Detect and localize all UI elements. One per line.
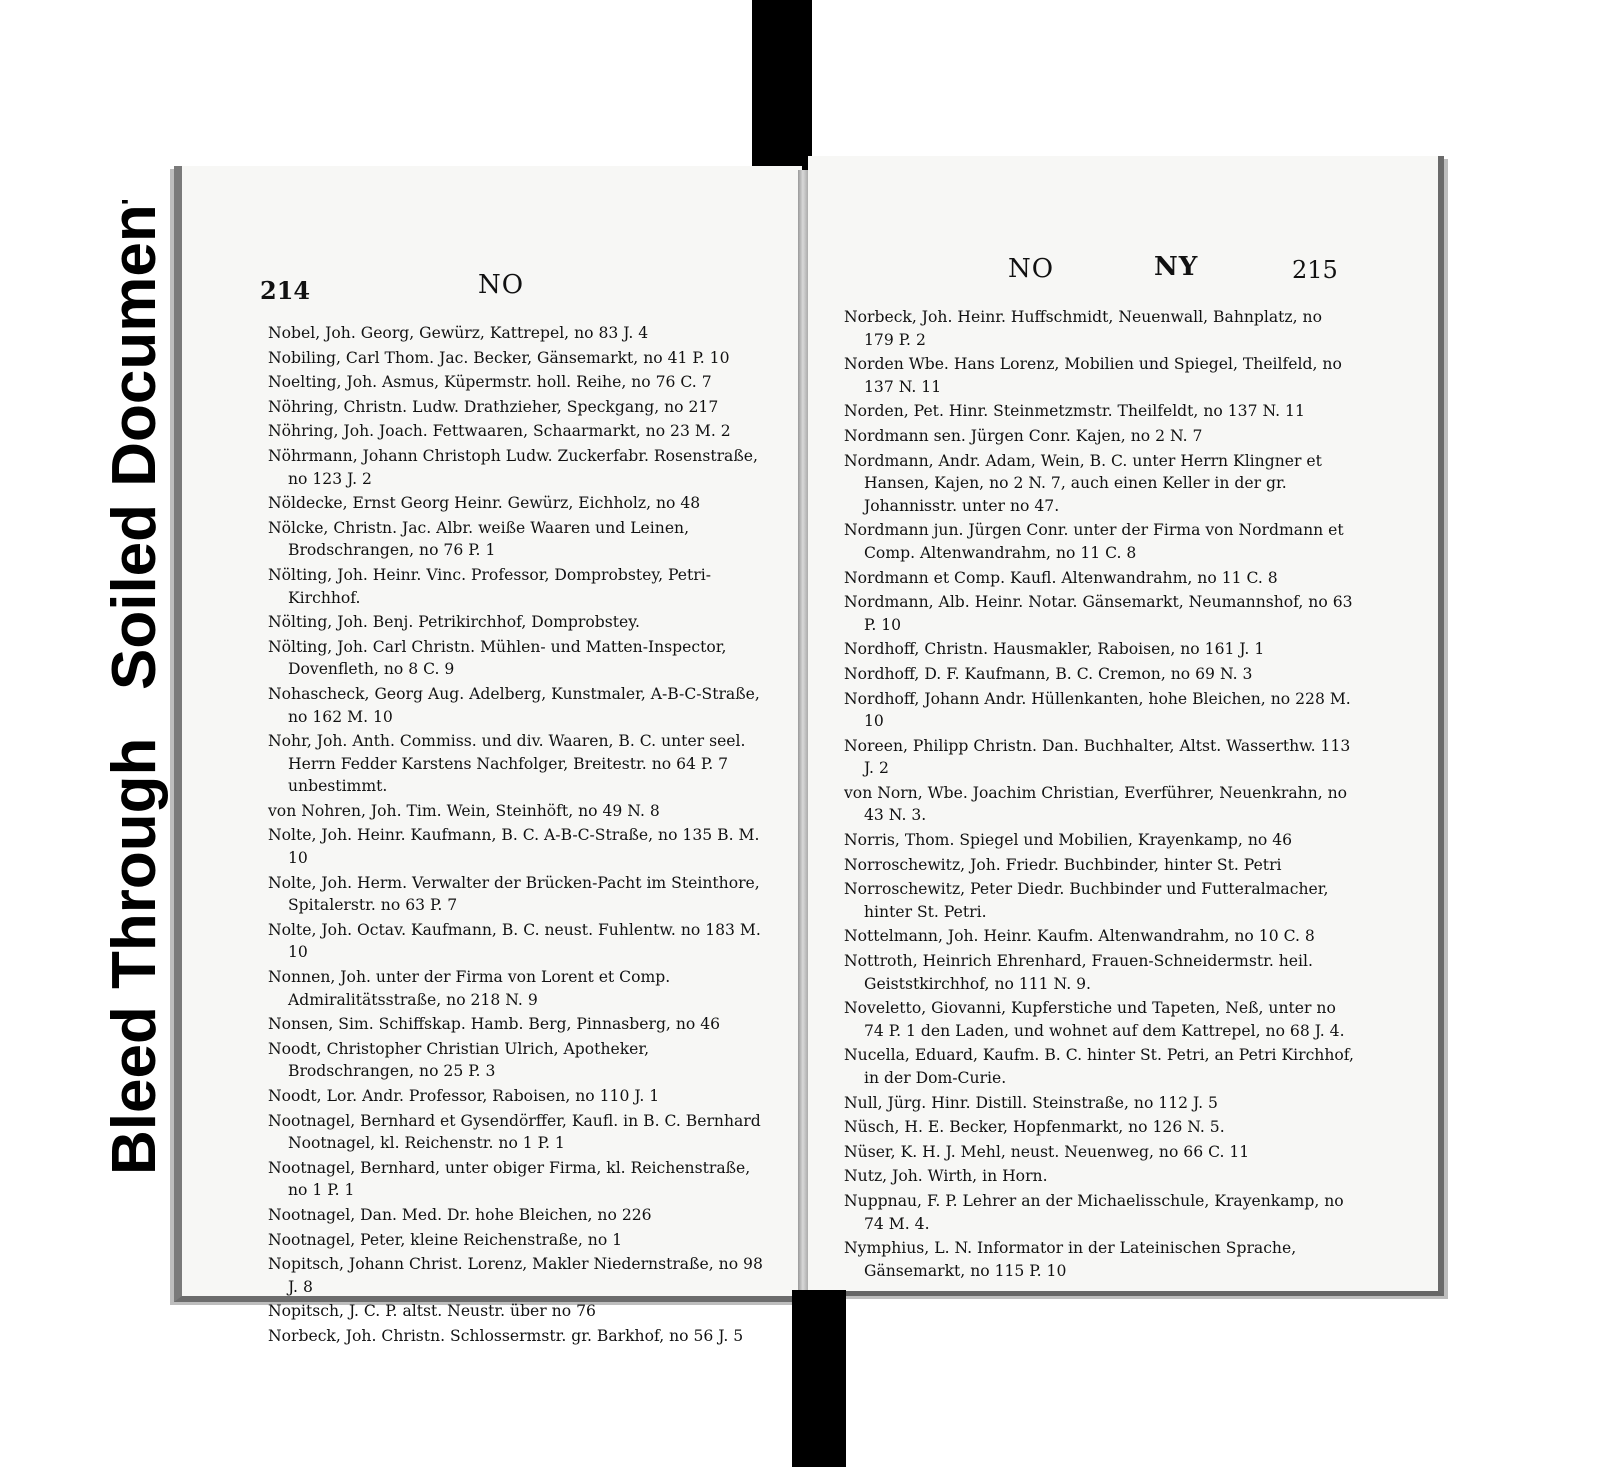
directory-entry: Nöldecke, Ernst Georg Heinr. Gewürz, Eichholz, no 48 bbox=[268, 494, 701, 513]
directory-entry: Nohascheck, Georg Aug. Adelberg, Kunstmaler, A-B-C-Straße, no 162 M. 10 bbox=[268, 684, 760, 726]
label-bleed-through: Bleed Through bbox=[100, 737, 169, 1175]
directory-entry: Norbeck, Joh. Heinr. Huffschmidt, Neuenwall, Bahnplatz, no 179 P. 2 bbox=[844, 308, 1322, 349]
directory-entry: Nootnagel, Bernhard, unter obiger Firma, kl. Reichenstraße, no 1 P. 1 bbox=[268, 1158, 751, 1200]
directory-entry: Nordmann sen. Jürgen Conr. Kajen, no 2 N. 7 bbox=[844, 426, 1203, 445]
right-page bbox=[808, 156, 1444, 1296]
directory-entry: Nohr, Joh. Anth. Commiss. und div. Waaren, B. C. unter seel. Herrn Fedder Karstens Nachfolger, Breitestr. no 64 P. 7 unbestimmt. bbox=[268, 732, 746, 796]
directory-entry: Nordhoff, Christn. Hausmakler, Raboisen, no 161 J. 1 bbox=[844, 640, 1265, 659]
directory-entry: Nucella, Eduard, Kaufm. B. C. hinter St. Petri, an Petri Kirchhof, in der Dom-Curie. bbox=[844, 1046, 1354, 1087]
directory-entry: von Nohren, Joh. Tim. Wein, Steinhöft, no 49 N. 8 bbox=[268, 801, 660, 820]
directory-entry: Nootnagel, Dan. Med. Dr. hohe Bleichen, no 226 bbox=[268, 1205, 652, 1224]
directory-entry: Norroschewitz, Peter Diedr. Buchbinder und Futteralmacher, hinter St. Petri. bbox=[844, 880, 1329, 921]
label-soiled-document: Soiled Document bbox=[100, 200, 169, 690]
directory-entry: Nöhring, Joh. Joach. Fettwaaren, Schaarmarkt, no 23 M. 2 bbox=[268, 422, 731, 441]
right-page-heading-ny: NY bbox=[1154, 252, 1199, 282]
directory-entry: Nootnagel, Peter, kleine Reichenstraße, no 1 bbox=[268, 1230, 623, 1249]
left-entry-list bbox=[268, 322, 774, 1350]
directory-entry: Noodt, Lor. Andr. Professor, Raboisen, no 110 J. 1 bbox=[268, 1087, 660, 1105]
directory-entry: Nobiling, Carl Thom. Jac. Becker, Gänsemarkt, no 41 P. 10 bbox=[268, 348, 730, 367]
right-entry-list bbox=[844, 306, 1354, 1284]
directory-entry: Noelting, Joh. Asmus, Küpermstr. holl. Reihe, no 76 C. 7 bbox=[268, 373, 712, 392]
directory-entry: Noveletto, Giovanni, Kupferstiche und Tapeten, Neß, unter no 74 P. 1 den Laden, und wohnet auf dem Kattrepel, no 68 J. 4. bbox=[844, 999, 1345, 1040]
directory-entry: Null, Jürg. Hinr. Distill. Steinstraße, no 112 J. 5 bbox=[844, 1093, 1218, 1112]
directory-entry: Nordmann, Alb. Heinr. Notar. Gänsemarkt, Neumannshof, no 63 P. 10 bbox=[844, 593, 1353, 634]
directory-entry: Nordhoff, Johann Andr. Hüllenkanten, hohe Bleichen, no 228 M. 10 bbox=[844, 689, 1351, 731]
directory-entry: Nopitsch, Johann Christ. Lorenz, Makler Niedernstraße, no 98 J. 8 bbox=[268, 1255, 763, 1296]
directory-entry: Nonsen, Sim. Schiffskap. Hamb. Berg, Pinnasberg, no 46 bbox=[268, 1015, 721, 1034]
directory-entry: Nobel, Joh. Georg, Gewürz, Kattrepel, no 83 J. 4 bbox=[268, 324, 649, 342]
directory-entry: Nölcke, Christn. Jac. Albr. weiße Waaren und Leinen, Brodschrangen, no 76 P. 1 bbox=[268, 518, 690, 560]
directory-entry: Nonnen, Joh. unter der Firma von Lorent et Comp. Admiralitätsstraße, no 218 N. 9 bbox=[268, 968, 671, 1009]
directory-entry: Nüsch, H. E. Becker, Hopfenmarkt, no 126 N. 5. bbox=[844, 1118, 1225, 1137]
directory-entry: Nölting, Joh. Benj. Petrikirchhof, Domprobstey. bbox=[268, 613, 640, 632]
directory-entry: von Norn, Wbe. Joachim Christian, Everführer, Neuenkrahn, no 43 N. 3. bbox=[844, 783, 1348, 825]
left-page-number: 214 bbox=[260, 276, 311, 305]
left-page bbox=[174, 166, 802, 1345]
right-page-number: 215 bbox=[1292, 256, 1338, 284]
bookmark-ribbon-bottom bbox=[792, 1290, 846, 1467]
directory-entry: Nöhrmann, Johann Christoph Ludw. Zuckerfabr. Rosenstraße, no 123 J. 2 bbox=[268, 446, 758, 488]
directory-entry: Norden, Pet. Hinr. Steinmetzmstr. Theilfeldt, no 137 N. 11 bbox=[844, 402, 1305, 421]
directory-entry: Nuppnau, F. P. Lehrer an der Michaelisschule, Krayenkamp, no 74 M. 4. bbox=[844, 1191, 1344, 1233]
bookmark-ribbon-top bbox=[752, 0, 812, 178]
directory-entry: Nöhring, Christn. Ludw. Drathzieher, Speckgang, no 217 bbox=[268, 397, 719, 416]
directory-entry: Nölting, Joh. Heinr. Vinc. Professor, Domprobstey, Petri-Kirchhof. bbox=[268, 565, 711, 607]
directory-entry: Norbeck, Joh. Christn. Schlossermstr. gr. Barkhof, no 56 J. 5 bbox=[268, 1326, 744, 1345]
directory-entry: Nymphius, L. N. Informator in der Lateinischen Sprache, Gänsemarkt, no 115 P. 10 bbox=[844, 1239, 1297, 1280]
directory-entry: Noodt, Christopher Christian Ulrich, Apotheker, Brodschrangen, no 25 P. 3 bbox=[268, 1039, 650, 1081]
right-page-heading-no: NO bbox=[1008, 254, 1055, 284]
directory-entry: Nutz, Joh. Wirth, in Horn. bbox=[844, 1167, 1048, 1186]
directory-entry: Nordmann jun. Jürgen Conr. unter der Firma von Nordmann et Comp. Altenwandrahm, no 11 C. 8 bbox=[844, 521, 1344, 562]
directory-entry: Nolte, Joh. Herm. Verwalter der Brücken-Pacht im Steinthore, Spitalerstr. no 63 P. 7 bbox=[268, 873, 760, 915]
directory-entry: Nölting, Joh. Carl Christn. Mühlen- und Matten-Inspector, Dovenfleth, no 8 C. 9 bbox=[268, 637, 727, 679]
directory-entry: Norris, Thom. Spiegel und Mobilien, Krayenkamp, no 46 bbox=[844, 831, 1293, 850]
directory-entry: Nordmann, Andr. Adam, Wein, B. C. unter Herrn Klingner et Hansen, Kajen, no 2 N. 7, auch einen Keller in der gr. Johannisstr. unter no 47. bbox=[844, 451, 1322, 515]
directory-entry: Nootnagel, Bernhard et Gysendörffer, Kaufl. in B. C. Bernhard Nootnagel, kl. Reichenstr. no 1 P. 1 bbox=[268, 1111, 761, 1153]
directory-entry: Norden Wbe. Hans Lorenz, Mobilien und Spiegel, Theilfeld, no 137 N. 11 bbox=[844, 355, 1342, 396]
directory-entry: Nordmann et Comp. Kaufl. Altenwandrahm, no 11 C. 8 bbox=[844, 568, 1278, 587]
directory-entry: Nüser, K. H. J. Mehl, neust. Neuenweg, no 66 C. 11 bbox=[844, 1142, 1250, 1161]
scan-label-svg bbox=[60, 200, 170, 1200]
directory-entry: Nottroth, Heinrich Ehrenhard, Frauen-Schneidermstr. heil. Geiststkirchhof, no 111 N. 9. bbox=[844, 952, 1313, 993]
left-page-heading: NO bbox=[478, 270, 525, 300]
directory-entry: Nordhoff, D. F. Kaufmann, B. C. Cremon, no 69 N. 3 bbox=[844, 664, 1253, 683]
directory-entry: Nolte, Joh. Heinr. Kaufmann, B. C. A-B-C-Straße, no 135 B. M. 10 bbox=[268, 826, 760, 868]
directory-entry: Nopitsch, J. C. P. altst. Neustr. über no 76 bbox=[268, 1302, 596, 1321]
directory-entry: Noreen, Philipp Christn. Dan. Buchhalter, Altst. Wasserthw. 113 J. 2 bbox=[844, 736, 1351, 778]
directory-entry: Norroschewitz, Joh. Friedr. Buchbinder, hinter St. Petri bbox=[844, 855, 1282, 874]
directory-entry: Nolte, Joh. Octav. Kaufmann, B. C. neust. Fuhlentw. no 183 M. 10 bbox=[268, 920, 761, 962]
directory-entry: Nottelmann, Joh. Heinr. Kaufm. Altenwandrahm, no 10 C. 8 bbox=[844, 927, 1315, 946]
scan-label bbox=[60, 200, 170, 1200]
